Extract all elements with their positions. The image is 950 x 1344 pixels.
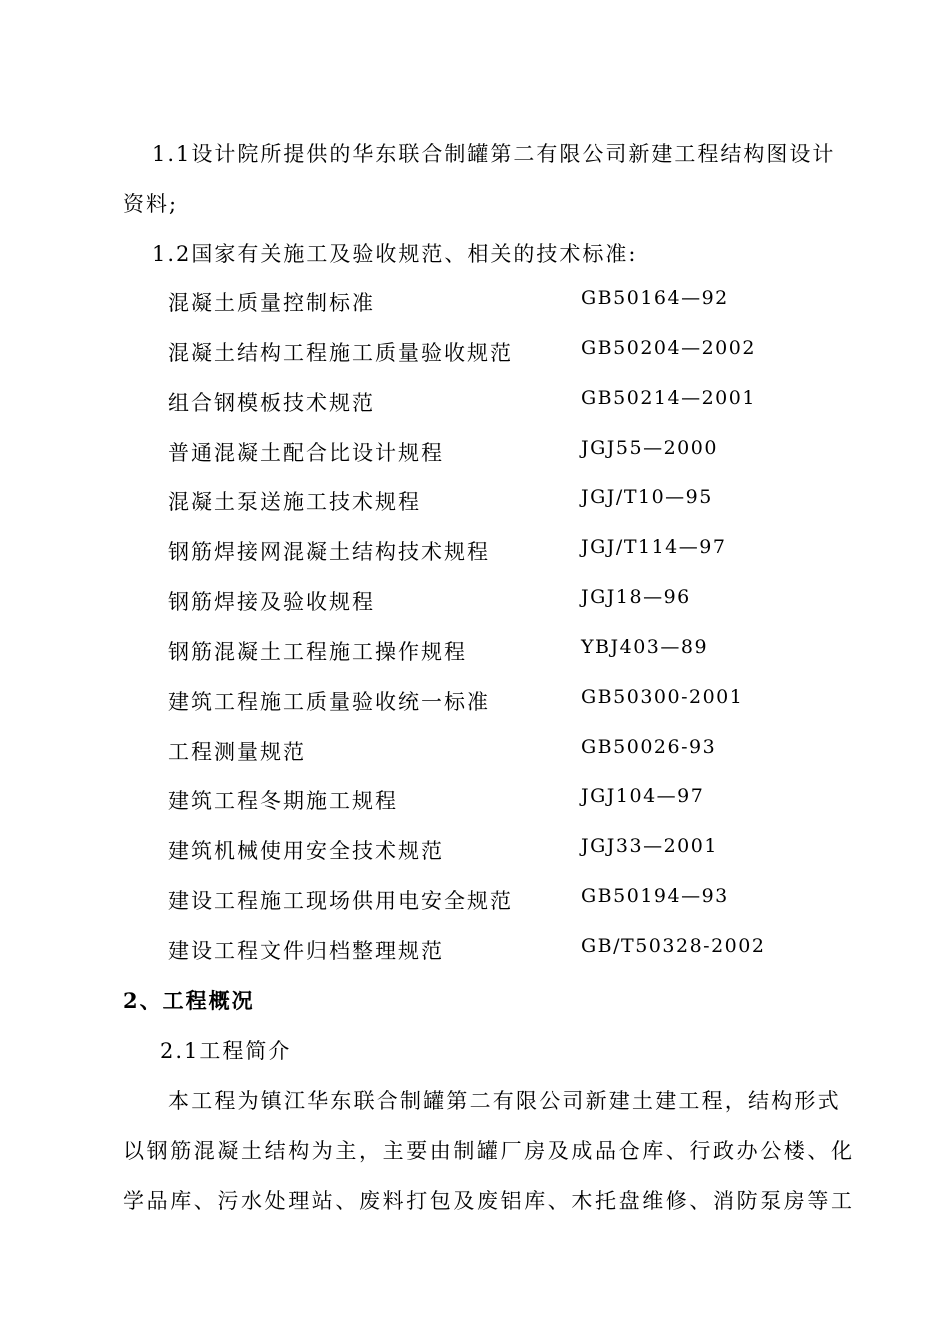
standard-code: JGJ18—96 xyxy=(581,586,691,608)
standard-name: 钢筋混凝土工程施工操作规程 xyxy=(168,640,467,664)
standard-row xyxy=(0,885,950,915)
standard-code: GB/T50328-2002 xyxy=(581,935,766,957)
standard-row xyxy=(0,686,950,716)
standard-code: JGJ104—97 xyxy=(581,785,705,807)
standard-name: 建设工程文件归档整理规范 xyxy=(168,939,444,963)
standard-row xyxy=(0,835,950,865)
standard-code: GB50194—93 xyxy=(581,885,729,907)
standard-code: GB50164—92 xyxy=(581,287,729,309)
standard-code: JGJ33—2001 xyxy=(581,835,718,857)
standard-row xyxy=(0,586,950,616)
standard-name: 钢筋焊接网混凝土结构技术规程 xyxy=(168,540,490,564)
standard-row xyxy=(0,536,950,566)
standard-code: YBJ403—89 xyxy=(581,636,709,658)
item-1-1-line1: 1.1设计院所提供的华东联合制罐第二有限公司新建工程结构图设计 xyxy=(152,142,836,166)
standard-row xyxy=(0,636,950,666)
standard-row xyxy=(0,437,950,467)
standard-code: GB50026-93 xyxy=(581,736,717,758)
item-1-2: 1.2国家有关施工及验收规范、相关的技术标准: xyxy=(152,242,638,266)
standard-code: GB50204—2002 xyxy=(581,337,756,359)
standard-code: JGJ55—2000 xyxy=(581,437,718,459)
standard-name: 钢筋焊接及验收规程 xyxy=(168,590,375,614)
standard-name: 普通混凝土配合比设计规程 xyxy=(168,441,444,465)
standard-row xyxy=(0,287,950,317)
standard-name: 混凝土质量控制标准 xyxy=(168,291,375,315)
section-2-heading: 2、工程概况 xyxy=(123,988,255,1013)
standard-code: JGJ/T10—95 xyxy=(581,486,713,508)
standard-row xyxy=(0,337,950,367)
overview-line-1: 本工程为镇江华东联合制罐第二有限公司新建土建工程，结构形式 xyxy=(168,1089,841,1113)
section-2-1-heading: 2.1工程简介 xyxy=(160,1039,292,1063)
standard-name: 混凝土结构工程施工质量验收规范 xyxy=(168,341,513,365)
overview-line-3: 学品库、污水处理站、废料打包及废铝库、木托盘维修、消防泵房等工 xyxy=(123,1189,855,1213)
standard-row xyxy=(0,387,950,417)
standard-name: 混凝土泵送施工技术规程 xyxy=(168,490,421,514)
standard-name: 建筑工程冬期施工规程 xyxy=(168,789,398,813)
standard-name: 组合钢模板技术规范 xyxy=(168,391,375,415)
item-1-1-line2: 资料; xyxy=(123,192,179,216)
standard-row xyxy=(0,935,950,965)
standard-code: JGJ/T114—97 xyxy=(581,536,727,558)
standard-code: GB50300-2001 xyxy=(581,686,744,708)
standard-name: 建设工程施工现场供用电安全规范 xyxy=(168,889,513,913)
standard-row xyxy=(0,736,950,766)
standard-row xyxy=(0,486,950,516)
standard-name: 工程测量规范 xyxy=(168,740,306,764)
overview-line-2: 以钢筋混凝土结构为主，主要由制罐厂房及成品仓库、行政办公楼、化 xyxy=(123,1139,855,1163)
standard-code: GB50214—2001 xyxy=(581,387,756,409)
standard-row xyxy=(0,785,950,815)
standard-name: 建筑工程施工质量验收统一标准 xyxy=(168,690,490,714)
standard-name: 建筑机械使用安全技术规范 xyxy=(168,839,444,863)
